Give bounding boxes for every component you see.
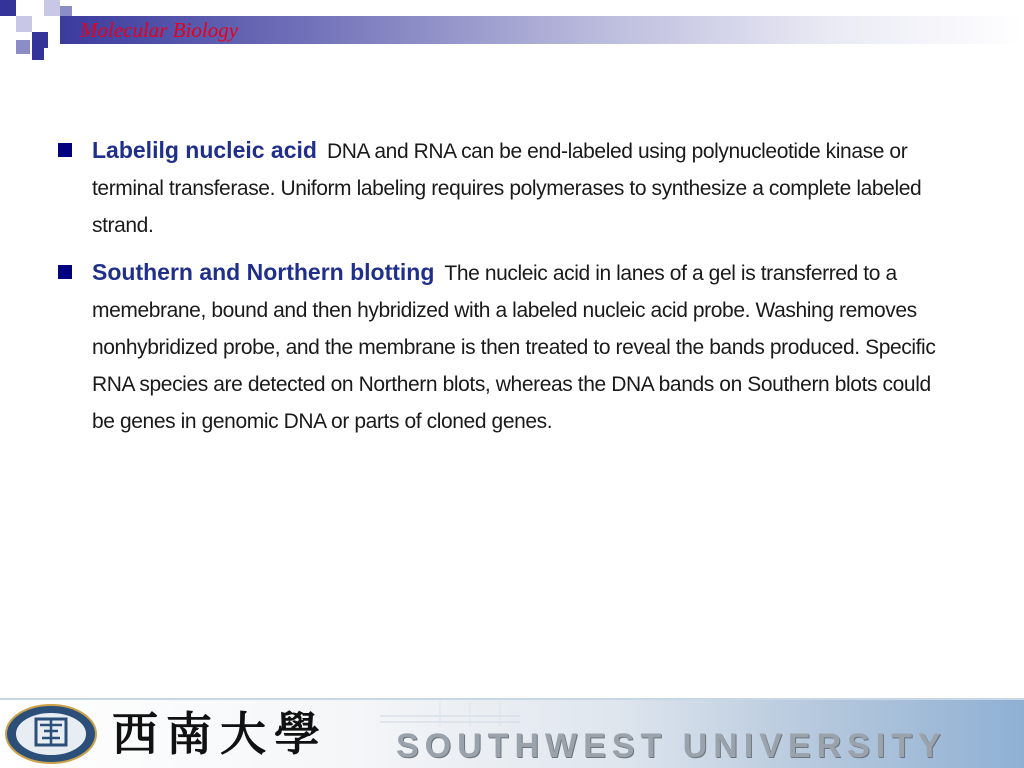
slide-content: [56, 132, 956, 450]
square-bullet-icon: [58, 143, 72, 157]
university-name-english: SOUTHWEST UNIVERSITY: [396, 727, 947, 765]
footer-decoration-lines: [380, 702, 520, 726]
slide-header: [0, 0, 1024, 64]
header-square-decoration: [16, 40, 30, 54]
header-square-decoration: [44, 0, 60, 16]
header-square-decoration: [0, 0, 16, 16]
bullet-paragraph: [92, 254, 956, 440]
bullet-item: [56, 254, 956, 440]
header-square-decoration: [32, 48, 44, 60]
header-square-decoration: [32, 32, 48, 48]
university-name-chinese: 西南大學: [112, 707, 328, 761]
bullet-paragraph: [92, 132, 956, 244]
bullet-text: The nucleic acid in lanes of a gel is transferred to a memebrane, bound and then hybridized with a labeled nucleic acid probe. Washing removes nonhybridized probe, and the membrane is then treated to reveal the bands produced. Specific RNA species are detected on Northern blots, whereas the DNA bands on Southern blots could be genes in genomic DNA or parts of cloned genes.: [92, 262, 936, 433]
square-bullet-icon: [58, 265, 72, 279]
bullet-text: DNA and RNA can be end-labeled using polynucleotide kinase or terminal transferase. Uniform labeling requires polymerases to synthesize a complete labeled strand.: [92, 140, 922, 237]
header-square-decoration: [16, 16, 32, 32]
course-title: Molecular Biology: [80, 18, 239, 42]
university-seal-icon: [4, 703, 98, 765]
bullet-item: [56, 132, 956, 244]
bullet-term: Southern and Northern blotting: [92, 259, 435, 285]
slide-footer: [0, 698, 1024, 768]
bullet-term: Labelilg nucleic acid: [92, 137, 317, 163]
footer-divider: [0, 698, 1024, 700]
